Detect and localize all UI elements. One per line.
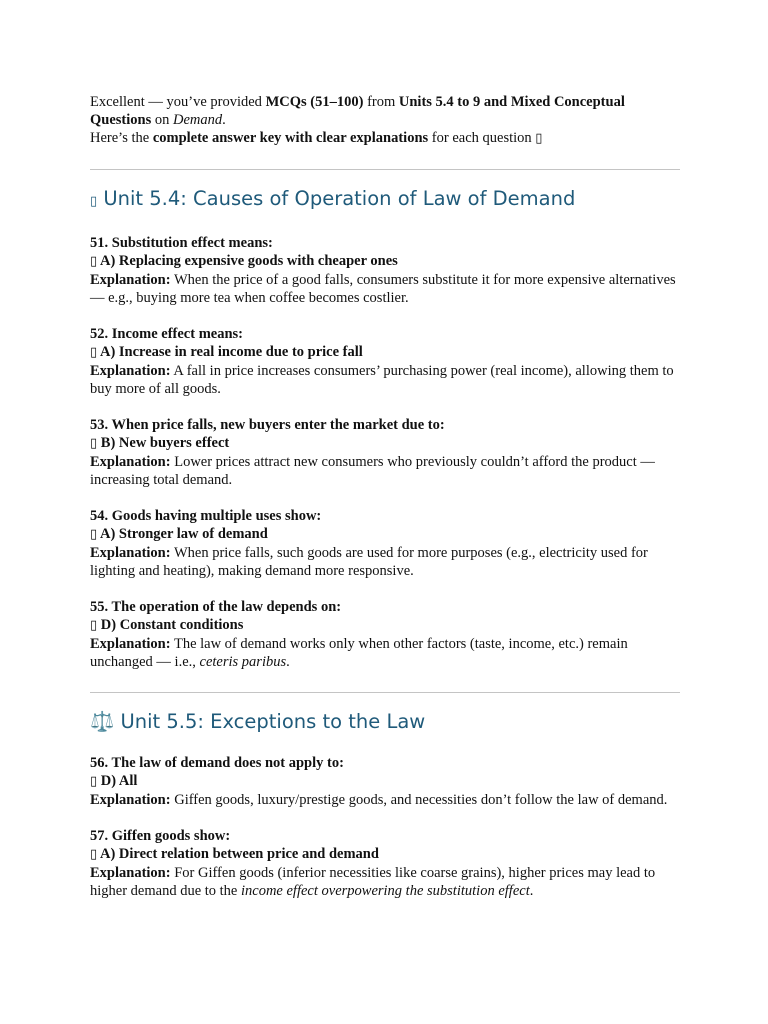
question-55 (90, 598, 680, 671)
answer-text: D) All (97, 773, 138, 789)
checkmark-icon: ▯ (90, 254, 98, 269)
question-text: 54. Goods having multiple uses show: (90, 508, 322, 524)
question-57 (90, 827, 680, 900)
explanation-text: When the price of a good falls, consumers substitute it for more expensive alternatives — e.g., buying more tea when coffee becomes costlier. (90, 272, 676, 306)
intro-text: . (222, 112, 226, 128)
section-title: Unit 5.5: Exceptions to the Law (120, 710, 426, 733)
explanation-italic: income effect overpowering the substitution effect (241, 883, 530, 899)
explanation-text: . (529, 883, 534, 899)
intro-units: Units 5.4 to 9 and Mixed Conceptual Questions (90, 94, 625, 128)
intro-line-1 (90, 93, 680, 129)
document-content (90, 93, 680, 900)
intro-text: Excellent — you’ve provided (90, 94, 266, 110)
section-title: Unit 5.4: Causes of Operation of Law of Demand (103, 187, 576, 210)
explanation-italic: ceteris paribus (199, 654, 287, 670)
missing-glyph-icon: ▯ (535, 131, 543, 146)
question-text: 57. Giffen goods show: (90, 828, 231, 844)
intro-text: Here’s the (90, 130, 153, 146)
intro-answer-key: complete answer key with clear explanations (152, 130, 429, 146)
question-text: 55. The operation of the law depends on: (90, 599, 342, 615)
checkmark-icon: ▯ (90, 436, 98, 451)
question-54 (90, 507, 680, 580)
answer-text: A) Stronger law of demand (97, 526, 268, 542)
question-56 (90, 754, 680, 809)
question-list (90, 234, 680, 671)
intro-text: on (151, 112, 173, 128)
section-heading-unit-5-5 (90, 710, 680, 734)
answer-text: B) New buyers effect (97, 435, 230, 451)
explanation-label: Explanation: (90, 865, 171, 881)
explanation-text: Giffen goods, luxury/prestige goods, and necessities don’t follow the law of demand. (170, 792, 668, 808)
divider (90, 692, 680, 693)
intro-text: from (363, 94, 399, 110)
explanation-text: For Giffen goods (inferior necessities like coarse grains), higher prices may lead to higher demand due to the (90, 865, 656, 899)
checkmark-icon: ▯ (90, 345, 98, 360)
question-text: 53. When price falls, new buyers enter the market due to: (90, 417, 445, 433)
explanation-label: Explanation: (90, 545, 171, 561)
intro-mcq-range: MCQs (51–100) (265, 94, 364, 110)
question-53 (90, 416, 680, 489)
explanation-text: A fall in price increases consumers’ purchasing power (real income), allowing them to buy more of all goods. (90, 363, 674, 397)
question-52 (90, 325, 680, 398)
answer-text: A) Replacing expensive goods with cheaper ones (97, 253, 398, 269)
question-51 (90, 234, 680, 307)
question-text: 56. The law of demand does not apply to: (90, 755, 344, 771)
answer-text: A) Direct relation between price and demand (97, 846, 379, 862)
intro-topic: Demand (173, 112, 223, 128)
explanation-text: . (286, 654, 290, 670)
section-heading-unit-5-4 (90, 187, 680, 214)
explanation-text: Lower prices attract new consumers who previously couldn’t afford the product — increasing total demand. (90, 454, 655, 488)
explanation-label: Explanation: (90, 636, 171, 652)
divider (90, 169, 680, 170)
explanation-label: Explanation: (90, 454, 171, 470)
checkmark-icon: ▯ (90, 527, 98, 542)
explanation-label: Explanation: (90, 272, 171, 288)
checkmark-icon: ▯ (90, 618, 98, 633)
question-text: 51. Substitution effect means: (90, 235, 273, 251)
explanation-text: The law of demand works only when other factors (taste, income, etc.) remain unchanged — i.e., (90, 636, 628, 670)
explanation-label: Explanation: (90, 363, 171, 379)
explanation-label: Explanation: (90, 792, 171, 808)
intro-text: for each question (428, 130, 536, 146)
explanation-text: When price falls, such goods are used for more purposes (e.g., electricity used for lighting and heating), making demand more responsive. (90, 545, 648, 579)
intro-line-2 (90, 129, 680, 148)
answer-text: D) Constant conditions (97, 617, 244, 633)
scales-icon: ⚖️ (90, 710, 115, 733)
checkmark-icon: ▯ (90, 847, 98, 862)
question-text: 52. Income effect means: (90, 326, 244, 342)
question-list (90, 754, 680, 900)
checkmark-icon: ▯ (90, 774, 98, 789)
missing-glyph-icon: ▯ (90, 194, 98, 209)
answer-text: A) Increase in real income due to price fall (97, 344, 363, 360)
